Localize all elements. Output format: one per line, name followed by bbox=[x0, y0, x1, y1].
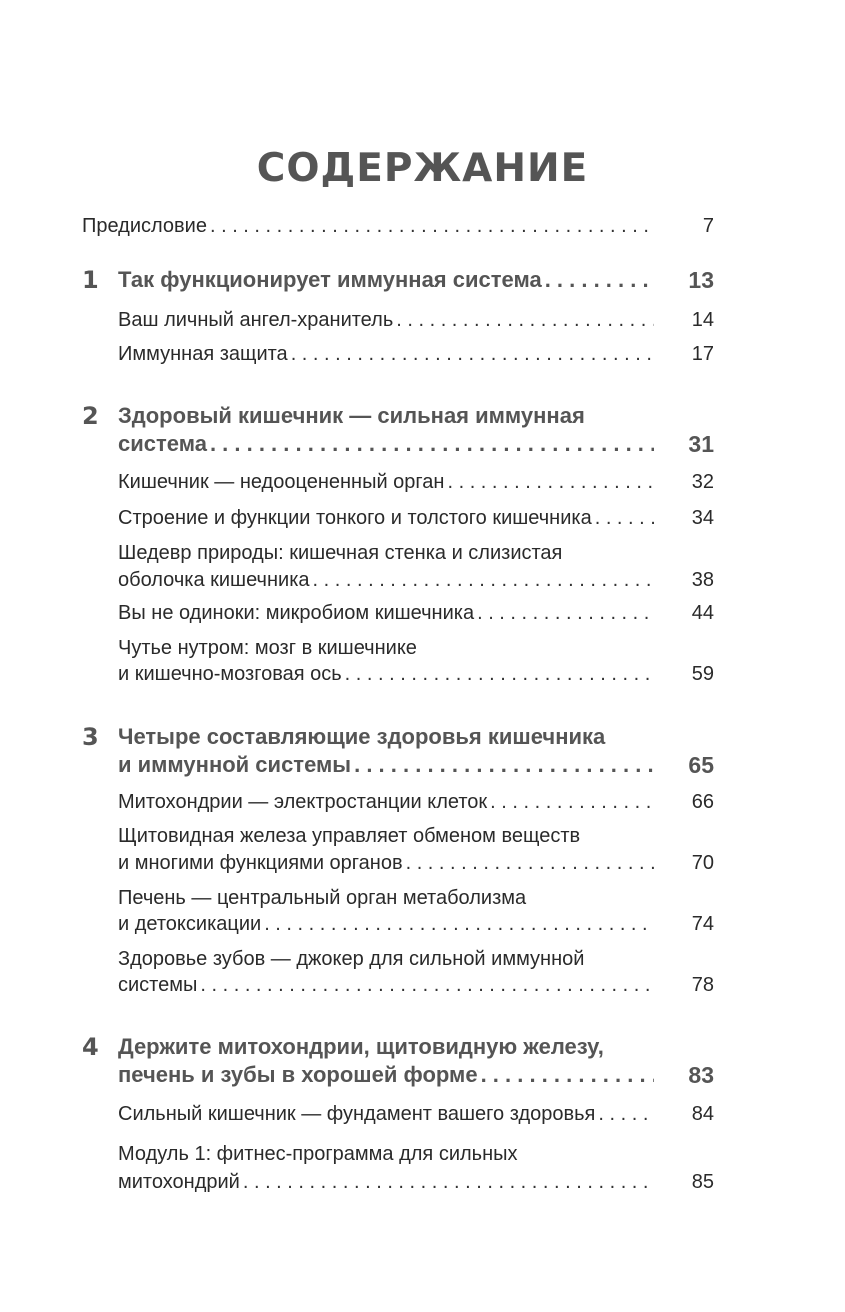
toc-page-number: 31 bbox=[688, 431, 714, 457]
chapter-title-line1: Держите митохондрии, щитовидную железу, bbox=[118, 1034, 604, 1059]
leader-dots bbox=[207, 210, 654, 242]
chapter-title: Так функционирует иммунная система bbox=[118, 267, 542, 292]
leader-dots bbox=[592, 502, 654, 534]
section-title: и кишечно-мозговая ось bbox=[118, 663, 342, 685]
section-title-line1: Печень — центральный орган метаболизма bbox=[118, 887, 527, 909]
leader-dots bbox=[474, 597, 654, 629]
leader-dots bbox=[542, 264, 654, 296]
leader-dots bbox=[240, 1166, 654, 1198]
leader-dots bbox=[351, 749, 654, 781]
leader-dots bbox=[197, 969, 654, 1001]
toc-section[interactable] bbox=[0, 882, 845, 946]
toc-page-number: 17 bbox=[691, 343, 714, 365]
toc-chapter-4[interactable] bbox=[0, 1031, 845, 1095]
section-title: Кишечник — недооцененный орган bbox=[118, 471, 445, 493]
section-title: и многими функциями органов bbox=[118, 852, 403, 874]
toc-page-number: 38 bbox=[691, 569, 714, 591]
toc-page-number: 85 bbox=[691, 1171, 714, 1193]
toc-page-number: 34 bbox=[691, 507, 714, 529]
toc-page-number: 78 bbox=[691, 974, 714, 996]
leader-dots bbox=[487, 786, 654, 818]
toc-section[interactable] bbox=[0, 943, 845, 1007]
leader-dots bbox=[207, 428, 654, 460]
toc-page-number: 13 bbox=[688, 267, 714, 293]
leader-dots bbox=[403, 847, 654, 879]
section-title: Сильный кишечник — фундамент вашего здоровья bbox=[118, 1103, 596, 1125]
toc-preface[interactable] bbox=[0, 210, 845, 244]
leader-dots bbox=[261, 908, 654, 940]
section-title: Ваш личный ангел-хранитель bbox=[118, 309, 394, 331]
toc-section[interactable] bbox=[0, 786, 845, 820]
toc-preface-label: Предисловие bbox=[82, 215, 207, 237]
chapter-number: 3 bbox=[82, 723, 99, 751]
section-title: и детоксикации bbox=[118, 913, 262, 935]
section-title: митохондрий bbox=[118, 1171, 240, 1193]
section-title: Строение и функции тонкого и толстого кишечника bbox=[118, 507, 592, 529]
leader-dots bbox=[478, 1059, 654, 1091]
toc-page-number: 59 bbox=[691, 663, 714, 685]
toc-page-number: 70 bbox=[691, 852, 714, 874]
section-title: Вы не одиноки: микробиом кишечника bbox=[118, 602, 475, 624]
section-title: Митохондрии — электростанции клеток bbox=[118, 791, 488, 813]
toc-section[interactable] bbox=[0, 597, 845, 631]
leader-dots bbox=[393, 304, 654, 336]
toc-page-number: 14 bbox=[691, 309, 714, 331]
section-title: системы bbox=[118, 974, 198, 996]
chapter-title: печень и зубы в хорошей форме bbox=[118, 1062, 478, 1087]
toc-chapter-2[interactable] bbox=[0, 400, 845, 464]
toc-page-number: 66 bbox=[691, 791, 714, 813]
leader-dots bbox=[342, 658, 654, 690]
toc-page-number: 7 bbox=[702, 215, 714, 237]
chapter-title: и иммунной системы bbox=[118, 752, 352, 777]
toc-page-number: 32 bbox=[691, 471, 714, 493]
toc-chapter-3[interactable] bbox=[0, 721, 845, 785]
section-title-line1: Чутье нутром: мозг в кишечнике bbox=[118, 637, 417, 659]
toc-section[interactable] bbox=[0, 1138, 845, 1202]
section-title: Иммунная защита bbox=[118, 343, 288, 365]
toc-section[interactable] bbox=[0, 632, 845, 696]
section-title-line1: Модуль 1: фитнес-программа для сильных bbox=[118, 1143, 518, 1165]
toc-section[interactable] bbox=[0, 1098, 845, 1132]
leader-dots bbox=[444, 466, 654, 498]
section-title-line1: Здоровье зубов — джокер для сильной иммунной bbox=[118, 948, 585, 970]
toc-page-number: 83 bbox=[688, 1062, 714, 1088]
toc-page-number: 74 bbox=[691, 913, 714, 935]
toc-section[interactable] bbox=[0, 304, 845, 338]
section-title-line1: Щитовидная железа управляет обменом веществ bbox=[118, 825, 581, 847]
chapter-number: 4 bbox=[82, 1033, 99, 1061]
toc-section[interactable] bbox=[0, 338, 845, 372]
leader-dots bbox=[595, 1098, 654, 1130]
chapter-title-line1: Четыре составляющие здоровья кишечника bbox=[118, 724, 606, 749]
toc-section[interactable] bbox=[0, 537, 845, 601]
chapter-title-line1: Здоровый кишечник — сильная иммунная bbox=[118, 403, 585, 428]
leader-dots bbox=[310, 564, 654, 596]
page-title: СОДЕРЖАНИЕ bbox=[256, 146, 589, 191]
section-title: оболочка кишечника bbox=[118, 569, 310, 591]
chapter-number: 2 bbox=[82, 402, 99, 430]
toc-section[interactable] bbox=[0, 820, 845, 884]
chapter-number: 1 bbox=[82, 266, 99, 294]
toc-page-number: 65 bbox=[688, 752, 714, 778]
toc-page-number: 44 bbox=[691, 602, 714, 624]
section-title-line1: Шедевр природы: кишечная стенка и слизистая bbox=[118, 542, 563, 564]
leader-dots bbox=[288, 338, 654, 370]
chapter-title: система bbox=[118, 431, 207, 456]
toc-section[interactable] bbox=[0, 502, 845, 536]
toc-chapter-1[interactable] bbox=[0, 264, 845, 298]
toc-page-number: 84 bbox=[691, 1103, 714, 1125]
toc-section[interactable] bbox=[0, 466, 845, 500]
